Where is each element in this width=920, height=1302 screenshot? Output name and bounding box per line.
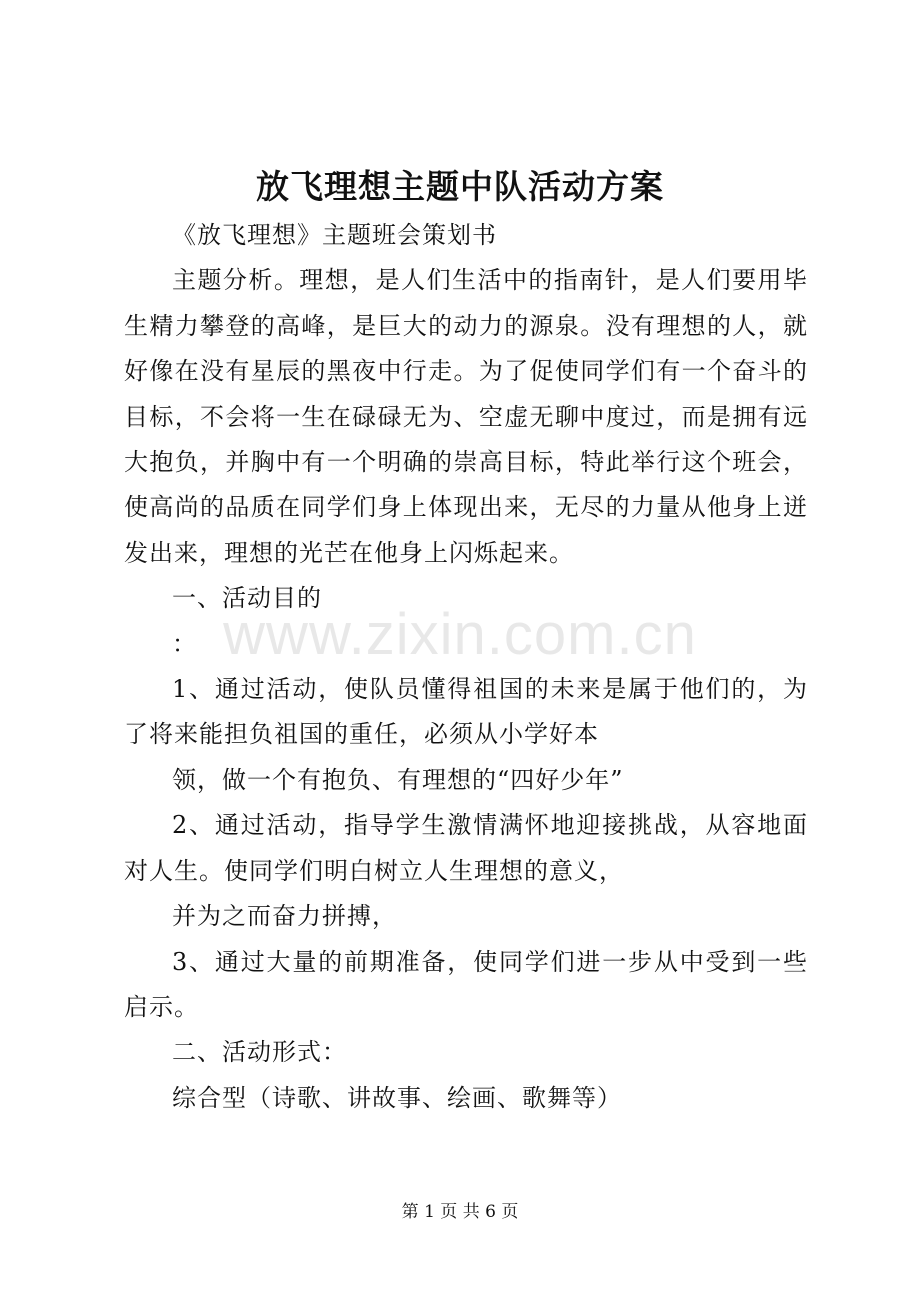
watermark: www.zixin.com.cn (223, 602, 697, 667)
paragraph-goal-three: 3、通过大量的前期准备，使同学们进一步从中受到一些启示。 (124, 947, 808, 1021)
paragraph-section-two-heading: 二、活动形式： (172, 1038, 347, 1067)
document-title: 放飞理想主题中队活动方案 (256, 167, 664, 206)
paragraph-colon: ： (172, 629, 197, 658)
paragraph-goal-one: 1、通过活动，使队员懂得祖国的未来是属于他们的，为了将来能担负祖国的重任，必须从小学好本 (124, 675, 808, 749)
page-footer: 第 1 页 共 6 页 (401, 1202, 519, 1222)
paragraph-goal-one-continued: 领，做一个有抱负、有理想的“四好少年” (172, 765, 624, 794)
paragraph-subtitle: 《放飞理想》主题班会策划书 (172, 221, 497, 249)
paragraph-analysis: 主题分析。理想，是人们生活中的指南针，是人们要用毕生精力攀登的高峰，是巨大的动力的源泉。没有理想的人，就好像在没有星辰的黑夜中行走。为了促使同学们有一个奋斗的目标，不会将一生在碌碌无为、空虚无聊中度过，而是拥有远大抱负，并胸中有一个明确的崇高目标，特此举行这个班会，使高尚的品质在同学们身上体现出来，无尽的力量从他身上迸发出来，理想的光芒在他身上闪烁起来。 (124, 266, 808, 567)
paragraph-goal-two: 2、通过活动，指导学生激情满怀地迎接挑战，从容地面对人生。使同学们明白树立人生理想的意义， (124, 811, 808, 885)
paragraph-activity-form: 综合型（诗歌、讲故事、绘画、歌舞等） (172, 1083, 622, 1112)
paragraph-goal-two-continued: 并为之而奋力拼搏， (172, 902, 397, 931)
paragraph-section-one-heading: 一、活动目的 (172, 584, 322, 613)
